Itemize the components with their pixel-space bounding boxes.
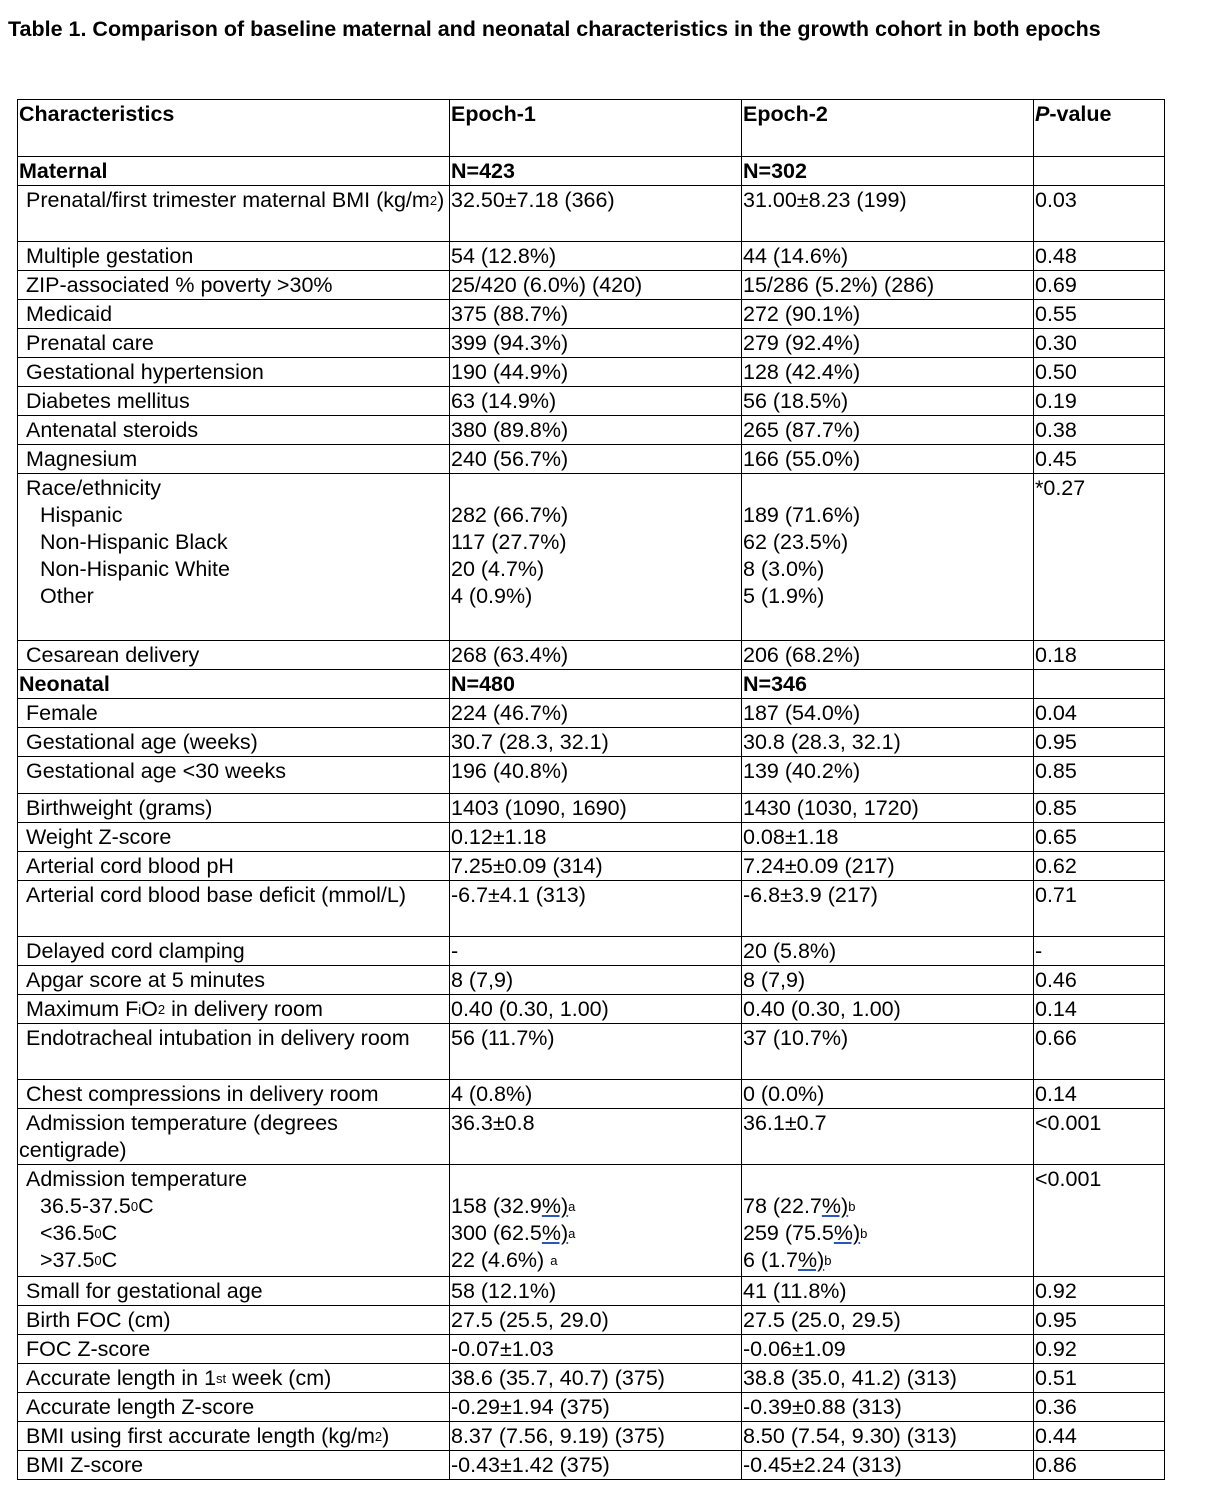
table-row: Arterial cord blood pH 7.25±0.09 (314) 7.24±0.09 (217) 0.62 — [18, 852, 1165, 881]
table-row: Apgar score at 5 minutes 8 (7,9) 8 (7,9) 0.46 — [18, 966, 1165, 995]
characteristics-table — [17, 99, 1165, 1480]
header-characteristics: Characteristics — [18, 100, 450, 157]
table-row-admission-temperature: Admission temperature $36.5-37.5^0C$ $<36.5^0C$ $>37.5^0C$ 158 $(32.9\%)^a$ 300 $(62.5\%)^a$ 22 (4.6%) $^a$ 78 $(22.7\%)^b$ 259 $(75.5\%)^b$ 6 $(1.7\%)^b$ <0.001 — [18, 1165, 1165, 1277]
header-epoch1: Epoch-1 — [450, 100, 742, 157]
table-row: Admission temperature (degrees centigrade) 36.3±0.8 36.1±0.7 <0.001 — [18, 1109, 1165, 1165]
table-row: Birth FOC (cm) 27.5 (25.5, 29.0) 27.5 (25.0, 29.5) 0.95 — [18, 1306, 1165, 1335]
table-row: Arterial cord blood base deficit (mmol/L) -6.7±4.1 (313) -6.8±3.9 (217) 0.71 — [18, 881, 1165, 937]
table-title: Table 1. Comparison of baseline maternal and neonatal characteristics in the growth cohort in both epochs — [8, 17, 1101, 41]
header-row — [18, 100, 1165, 157]
table-row-bmi-first-length: BMI using first accurate length $(kg/m^2)$ 8.37 (7.56, 9.19) (375) 8.50 (7.54, 9.30) (313) 0.44 — [18, 1422, 1165, 1451]
table-row: Antenatal steroids 380 (89.8%) 265 (87.7%) 0.38 — [18, 416, 1165, 445]
table-row: BMI Z-score -0.43±1.42 (375) -0.45±2.24 (313) 0.86 — [18, 1451, 1165, 1480]
table-row: Prenatal/first trimester maternal BMI $(kg/m^2)$ 32.50±7.18 (366) 31.00±8.23 (199) 0.03 — [18, 186, 1165, 242]
table-row: Birthweight (grams) 1403 (1090, 1690) 1430 (1030, 1720) 0.85 — [18, 794, 1165, 823]
table-row: Endotracheal intubation in delivery room 56 (11.7%) 37 (10.7%) 0.66 — [18, 1024, 1165, 1080]
table-row: Female 224 (46.7%) 187 (54.0%) 0.04 — [18, 699, 1165, 728]
table-row: Small for gestational age 58 (12.1%) 41 (11.8%) 0.92 — [18, 1277, 1165, 1306]
section-row-neonatal: Neonatal N=480 N=346 — [18, 670, 1165, 699]
table-row: Cesarean delivery 268 (63.4%) 206 (68.2%) 0.18 — [18, 641, 1165, 670]
table-row-accurate-length: Accurate length in 1st week (cm) 38.6 (35.7, 40.7) (375) 38.8 (35.0, 41.2) (313) 0.51 — [18, 1364, 1165, 1393]
table-row: Gestational hypertension 190 (44.9%) 128 (42.4%) 0.50 — [18, 358, 1165, 387]
section-row-maternal: Maternal N=423 N=302 — [18, 157, 1165, 186]
table-row: Gestational age (weeks) 30.7 (28.3, 32.1) 30.8 (28.3, 32.1) 0.95 — [18, 728, 1165, 757]
table-row: Accurate length Z-score -0.29±1.94 (375) -0.39±0.88 (313) 0.36 — [18, 1393, 1165, 1422]
table-row: Chest compressions in delivery room 4 (0.8%) 0 (0.0%) 0.14 — [18, 1080, 1165, 1109]
table-row: Prenatal care 399 (94.3%) 279 (92.4%) 0.30 — [18, 329, 1165, 358]
table-row: Medicaid 375 (88.7%) 272 (90.1%) 0.55 — [18, 300, 1165, 329]
table-row-max-fio2: Maximum FiO2 in delivery room 0.40 (0.30, 1.00) 0.40 (0.30, 1.00) 0.14 — [18, 995, 1165, 1024]
header-p-value: P-value — [1034, 100, 1165, 157]
header-epoch2: Epoch-2 — [742, 100, 1034, 157]
table-row: FOC Z-score -0.07±1.03 -0.06±1.09 0.92 — [18, 1335, 1165, 1364]
table-row: Gestational age <30 weeks 196 (40.8%) 139 (40.2%) 0.85 — [18, 757, 1165, 794]
table-row: Weight Z-score 0.12±1.18 0.08±1.18 0.65 — [18, 823, 1165, 852]
table-row: Magnesium 240 (56.7%) 166 (55.0%) 0.45 — [18, 445, 1165, 474]
table-row: Delayed cord clamping - 20 (5.8%) - — [18, 937, 1165, 966]
table-row-race-ethnicity: Race/ethnicity Hispanic Non-Hispanic Black Non-Hispanic White Other 282 (66.7%) 117 (27.7%) 20 (4.7%) 4 (0.9%) 189 (71.6%) 62 (23.5%) 8 (3.0%) 5 (1.9%) *0.27 — [18, 474, 1165, 641]
table-row: Multiple gestation 54 (12.8%) 44 (14.6%) 0.48 — [18, 242, 1165, 271]
table-row: ZIP-associated % poverty >30% 25/420 (6.0%) (420) 15/286 (5.2%) (286) 0.69 — [18, 271, 1165, 300]
table-row: Diabetes mellitus 63 (14.9%) 56 (18.5%) 0.19 — [18, 387, 1165, 416]
